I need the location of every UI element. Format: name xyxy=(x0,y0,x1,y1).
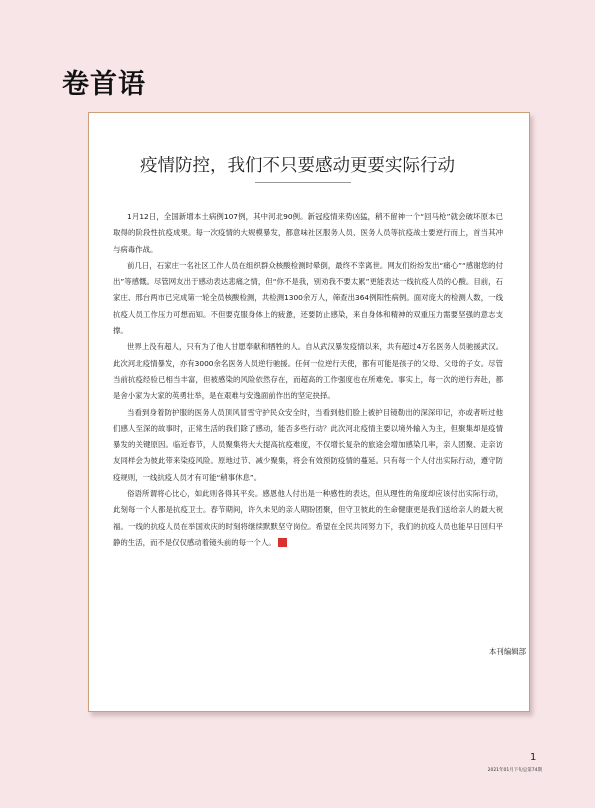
paragraph-1: 1月12日，全国新增本土病例107例，其中河北90例。新冠疫情来势凶猛，稍不留神一个“回马枪”就会破坏原本已取得的阶段性抗疫成果。每一次疫情的大规模暴发，都意味社区服务人员、医务人员等抗疫战士要逆行而上，首当其冲与病毒作战。 xyxy=(113,212,503,254)
paragraph-2: 前几日，石家庄一名社区工作人员在组织群众核酸检测时晕倒，最终不幸离世。网友们纷纷发出“痛心”“感谢您的付出”等感慨。尽管网友出于感动表达悲痛之情，但“你不是我，别劝我不要太累”更能表达一线抗疫人员的心酸。目前，石家庄、邢台两市已完成第一轮全员核酸检测，共检测1300余万人，筛查出364例阳性病例。面对庞大的检测人数，一线抗疫人员工作压力可想而知。不但要克服身体上的疲惫，还要防止感染，来自身体和精神的双重压力需要坚强的意志支撑。 xyxy=(113,260,503,336)
issue-info: 2021年01月下旬总第74期 xyxy=(487,768,542,773)
end-mark-icon: N xyxy=(278,538,287,547)
signature: 本刊编辑部 xyxy=(489,647,526,656)
article-body xyxy=(113,209,503,551)
paragraph-5 xyxy=(113,486,503,551)
paragraph-4: 当看到身着防护服的医务人员顶风冒雪守护民众安全时，当看到他们脸上被护目镜勒出的深深印记，亦或者听过他们感人至深的故事时，正常生活的我们除了感动，能否多些行动？此次河北疫情主要以境外输入为主，但聚集却是疫情暴发的关键原因。临近春节，人员聚集将大大提高抗疫难度，不仅增长复杂的旅途会增加感染几率，亲人团聚、走亲访友同样会为彼此带来染疫风险。原地过节、减少聚集，将会有效预防疫情的蔓延。只有每一个人付出实际行动，遵守防疫规则，一线抗疫人员才有可能“稍事休息”。 xyxy=(113,407,503,482)
section-title: 卷首语 xyxy=(62,69,146,100)
paragraph-3: 世界上没有超人，只有为了他人甘愿奉献和牺牲的人。自从武汉暴发疫情以来，共有超过4万名医务人员驰援武汉。此次河北疫情暴发，亦有3000余名医务人员逆行驰援。任何一位逆行天使，都有可能是孩子的父母、父母的子女。尽管当前抗疫经验已相当丰富，但被感染的风险依然存在，而超高的工作强度也在所难免。事实上，每一次的逆行奔赴，都是舍小家为大家的英勇壮举，是在艰难与安逸面前作出的坚定抉择。 xyxy=(113,342,503,401)
paragraph-5-text: 俗语所谓将心比心，如此则各得其平矣。感恩他人付出是一种感性的表达，但从理性的角度却应该付出实际行动，此刻每一个人都是抗疫卫士。春节期间，许久未见的亲人期盼团聚，但守卫彼此的生命健康更是我们送给亲人的最大祝福。一线的抗疫人员在举国欢庆的时刻将继续默默坚守岗位。希望在全民共同努力下，我们的抗疫人员也能早日回归平静的生活，而不是仅仅感动着镜头前的每一个人。 xyxy=(113,489,503,547)
page-number: 1 xyxy=(530,752,537,763)
headline-divider xyxy=(255,182,351,183)
article-headline: 疫情防控，我们不只要感动更要实际行动 xyxy=(140,156,455,176)
